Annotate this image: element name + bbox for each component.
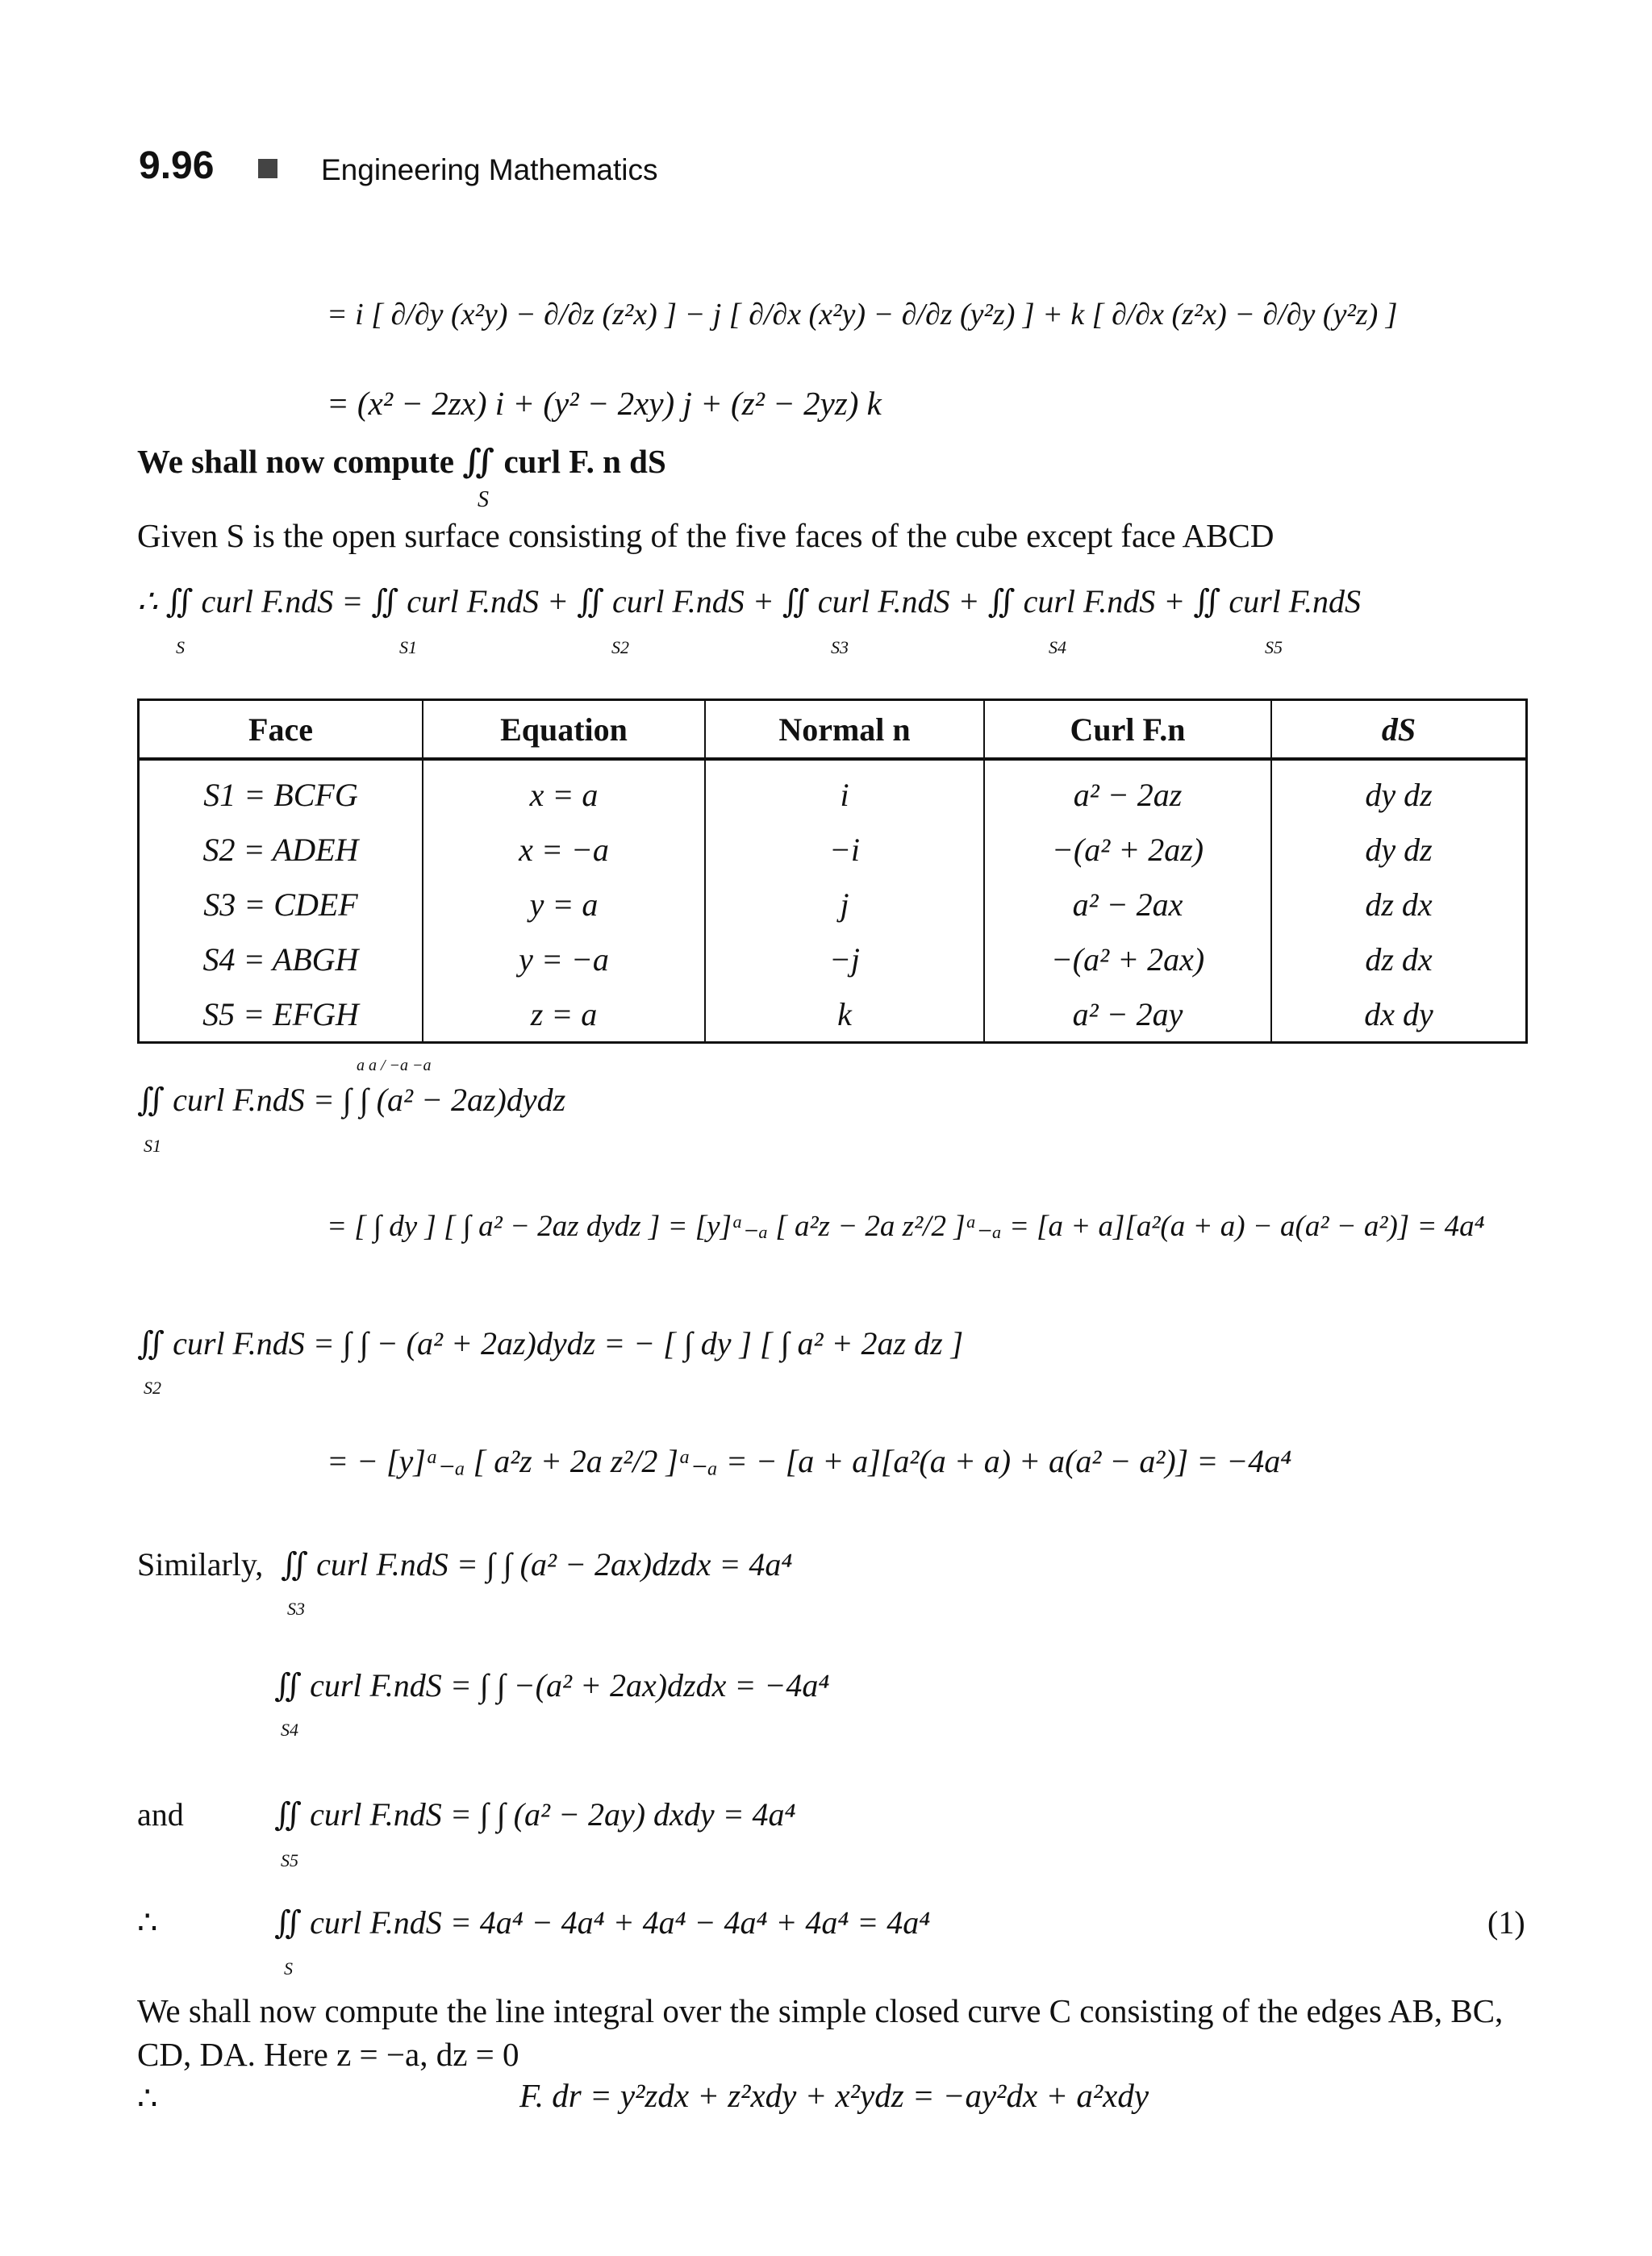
s1-limits: a a / −a −a (357, 1057, 432, 1074)
page-number: 9.96 (139, 144, 215, 187)
cell-curl: a² − 2ax (984, 877, 1271, 932)
cell-face: S3 = CDEF (203, 886, 358, 923)
cell-normal: −i (705, 822, 984, 877)
curl-expansion-line1: = i [ ∂/∂y (x²y) − ∂/∂z (z²x) ] − j [ ∂/∂x (x²y) − ∂/∂z (y²z) ] + k [ ∂/∂x (z²x) − ∂/∂y (y²z) ] (327, 298, 1398, 332)
s1-surface: S1 (144, 1136, 161, 1156)
split-sub-s4: S4 (1049, 637, 1066, 657)
table-row (139, 822, 1527, 877)
line-integral-therefore: ∴ (137, 2080, 158, 2116)
cell-equation: x = −a (423, 822, 705, 877)
table-row (139, 759, 1527, 822)
cell-ds: dz dx (1271, 877, 1527, 932)
total-equation: ∬ curl F.ndS = 4a⁴ − 4a⁴ + 4a⁴ − 4a⁴ + 4a⁴ = 4a⁴ (274, 1904, 931, 1941)
compute-heading: We shall now compute ∬ curl F. n dS (137, 443, 666, 480)
s2-evaluation: = − [y]ᵃ₋ₐ [ a²z + 2a z²/2 ]ᵃ₋ₐ = − [a + a][a²(a + a) + a(a² − a²)] = −4a⁴ (327, 1443, 1292, 1479)
table-row (139, 986, 1527, 1043)
s4-equation: ∬ curl F.ndS = ∫ ∫ −(a² + 2ax)dzdx = −4a⁴ (274, 1667, 830, 1703)
total-surface: S (284, 1958, 293, 1979)
cell-ds: dy dz (1271, 759, 1527, 822)
book-title: Engineering Mathematics (321, 153, 658, 186)
cell-face: S1 = BCFG (203, 776, 358, 813)
s2-equation: ∬ curl F.ndS = ∫ ∫ − (a² + 2az)dydz = − [ ∫ dy ] [ ∫ a² + 2az dz ] (137, 1325, 964, 1362)
header-curl: Curl F.n (984, 700, 1271, 760)
split-sub-s2: S2 (611, 637, 629, 657)
similarly-label: Similarly, (137, 1546, 264, 1583)
split-sub-s: S (176, 637, 185, 657)
surface-table (137, 698, 1528, 1044)
cell-curl: −(a² + 2ax) (984, 932, 1271, 986)
header-square-icon (258, 159, 277, 178)
cell-ds: dx dy (1271, 986, 1527, 1043)
header-face: Face (139, 700, 423, 760)
cell-curl: −(a² + 2az) (984, 822, 1271, 877)
table-row (139, 877, 1527, 932)
and-label: and (137, 1796, 184, 1833)
s3-surface: S3 (287, 1599, 305, 1619)
cell-equation: y = a (423, 877, 705, 932)
table-header-row (139, 700, 1527, 760)
compute-heading-surface: S (478, 487, 489, 512)
s5-equation: ∬ curl F.ndS = ∫ ∫ (a² − 2ay) dxdy = 4a⁴ (274, 1796, 796, 1833)
therefore-label: ∴ (137, 1904, 158, 1941)
line-integral-equation: F. dr = y²zdx + z²xdy + x²ydz = −ay²dx + a²xdy (519, 2077, 1149, 2114)
line-integral-text: We shall now compute the line integral over the simple closed curve C consisting of the edges AB, BC, CD, DA. Here z = −a, dz = 0 (137, 1992, 1504, 2073)
table-row (139, 932, 1527, 986)
cell-equation: y = −a (423, 932, 705, 986)
split-sub-s5: S5 (1265, 637, 1283, 657)
cell-face: S2 = ADEH (202, 831, 359, 868)
s5-surface: S5 (281, 1850, 298, 1870)
cell-normal: k (705, 986, 984, 1043)
cell-curl: a² − 2az (984, 759, 1271, 822)
split-sub-s3: S3 (831, 637, 849, 657)
given-text: Given S is the open surface consisting of the five faces of the cube except face ABCD (137, 517, 1274, 554)
cell-normal: i (705, 759, 984, 822)
s1-equation: ∬ curl F.ndS = ∫ ∫ (a² − 2az)dydz (137, 1082, 566, 1118)
cell-equation: z = a (423, 986, 705, 1043)
header-normal: Normal n (705, 700, 984, 760)
cell-face: S5 = EFGH (202, 995, 359, 1032)
cell-curl: a² − 2ay (984, 986, 1271, 1043)
cell-normal: j (705, 877, 984, 932)
cell-ds: dz dx (1271, 932, 1527, 986)
header-ds: dS (1271, 700, 1527, 760)
cell-equation: x = a (423, 759, 705, 822)
cell-face: S4 = ABGH (202, 940, 359, 978)
cell-ds: dy dz (1271, 822, 1527, 877)
split-sub-s1: S1 (399, 637, 417, 657)
s4-surface: S4 (281, 1720, 298, 1740)
header-equation: Equation (423, 700, 705, 760)
equation-number: (1) (1487, 1904, 1525, 1941)
s2-surface: S2 (144, 1378, 161, 1398)
cell-normal: −j (705, 932, 984, 986)
curl-expansion-line2: = (x² − 2zx) i + (y² − 2xy) j + (z² − 2yz) k (327, 385, 882, 422)
s1-evaluation: = [ ∫ dy ] [ ∫ a² − 2az dydz ] = [y]ᵃ₋ₐ [ a²z − 2a z²/2 ]ᵃ₋ₐ = [a + a][a²(a + a) − a(a² − a²)] = 4a⁴ (327, 1210, 1485, 1243)
surface-split-equation: ∴ ∬ curl F.ndS = ∬ curl F.ndS + ∬ curl F.ndS + ∬ curl F.ndS + ∬ curl F.ndS + ∬ curl F.ndS (137, 583, 1362, 619)
s3-equation: ∬ curl F.ndS = ∫ ∫ (a² − 2ax)dzdx = 4a⁴ (281, 1546, 793, 1583)
